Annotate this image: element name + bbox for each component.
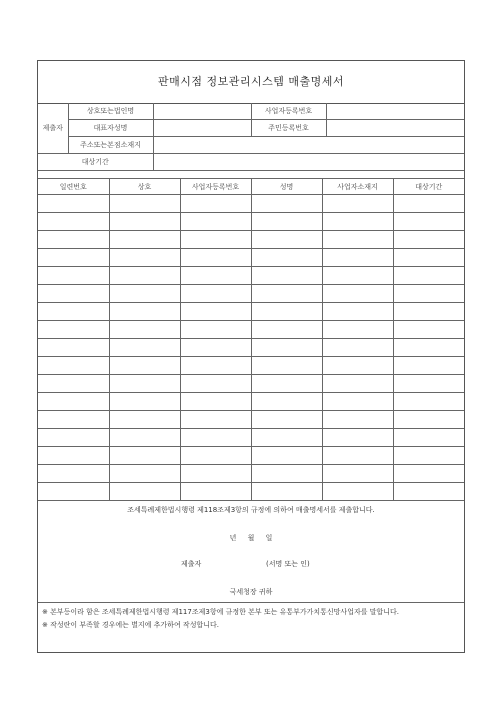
signature-hint: (서명 또는 인) bbox=[266, 560, 310, 568]
table-cell[interactable] bbox=[38, 213, 109, 231]
table-cell[interactable] bbox=[393, 285, 464, 303]
table-cell[interactable] bbox=[251, 447, 322, 465]
representative-name-label: 대표자성명 bbox=[68, 120, 153, 137]
table-row bbox=[38, 231, 464, 249]
column-header: 성명 bbox=[251, 179, 322, 195]
column-header: 상호 bbox=[109, 179, 180, 195]
table-cell[interactable] bbox=[180, 375, 251, 393]
sales-detail-table bbox=[38, 178, 464, 501]
table-row bbox=[38, 213, 464, 231]
table-cell[interactable] bbox=[322, 447, 393, 465]
table-cell[interactable] bbox=[180, 339, 251, 357]
table-cell[interactable] bbox=[38, 195, 109, 213]
table-row bbox=[38, 411, 464, 429]
table-cell[interactable] bbox=[180, 285, 251, 303]
table-cell[interactable] bbox=[251, 213, 322, 231]
table-cell[interactable] bbox=[38, 339, 109, 357]
table-cell[interactable] bbox=[180, 357, 251, 375]
table-row bbox=[38, 321, 464, 339]
table-cell[interactable] bbox=[393, 411, 464, 429]
table-cell[interactable] bbox=[109, 465, 180, 483]
table-cell[interactable] bbox=[322, 303, 393, 321]
resident-number-field[interactable] bbox=[326, 120, 464, 137]
table-cell[interactable] bbox=[393, 357, 464, 375]
table-cell[interactable] bbox=[180, 411, 251, 429]
table-cell[interactable] bbox=[180, 321, 251, 339]
table-cell[interactable] bbox=[393, 483, 464, 501]
table-cell[interactable] bbox=[322, 213, 393, 231]
table-cell[interactable] bbox=[180, 267, 251, 285]
table-cell[interactable] bbox=[180, 429, 251, 447]
table-cell[interactable] bbox=[251, 195, 322, 213]
table-cell[interactable] bbox=[109, 357, 180, 375]
table-cell[interactable] bbox=[109, 285, 180, 303]
table-cell[interactable] bbox=[251, 267, 322, 285]
table-cell[interactable] bbox=[180, 195, 251, 213]
table-cell[interactable] bbox=[251, 285, 322, 303]
table-row bbox=[38, 483, 464, 501]
table-cell[interactable] bbox=[322, 249, 393, 267]
table-cell[interactable] bbox=[393, 393, 464, 411]
table-cell[interactable] bbox=[38, 231, 109, 249]
resident-number-label: 주민등록번호 bbox=[251, 120, 326, 137]
table-cell[interactable] bbox=[38, 429, 109, 447]
table-row bbox=[38, 303, 464, 321]
period-label: 대상기간 bbox=[38, 154, 153, 171]
table-cell[interactable] bbox=[38, 393, 109, 411]
table-cell[interactable] bbox=[109, 339, 180, 357]
footer-submitter-label: 제출자 bbox=[181, 560, 202, 568]
table-cell[interactable] bbox=[109, 249, 180, 267]
table-cell[interactable] bbox=[322, 411, 393, 429]
date-line: 년 월 일 bbox=[229, 534, 273, 542]
table-cell[interactable] bbox=[393, 339, 464, 357]
note-item: ※ 작성란이 부족할 경우에는 별지에 추가하여 작성합니다. bbox=[42, 621, 219, 629]
table-cell[interactable] bbox=[109, 303, 180, 321]
column-header: 사업자등록번호 bbox=[180, 179, 251, 195]
submitter-section-label: 제출자 bbox=[38, 103, 68, 154]
table-cell[interactable] bbox=[180, 483, 251, 501]
table-cell[interactable] bbox=[38, 465, 109, 483]
table-cell[interactable] bbox=[38, 285, 109, 303]
table-cell[interactable] bbox=[322, 321, 393, 339]
table-cell[interactable] bbox=[38, 303, 109, 321]
table-cell[interactable] bbox=[38, 375, 109, 393]
table-cell[interactable] bbox=[393, 249, 464, 267]
table-cell[interactable] bbox=[322, 465, 393, 483]
table-cell[interactable] bbox=[251, 483, 322, 501]
table-cell[interactable] bbox=[38, 411, 109, 429]
table-cell[interactable] bbox=[180, 393, 251, 411]
table-cell[interactable] bbox=[109, 213, 180, 231]
table-cell[interactable] bbox=[251, 357, 322, 375]
table-cell[interactable] bbox=[251, 249, 322, 267]
table-cell[interactable] bbox=[251, 411, 322, 429]
table-cell[interactable] bbox=[251, 429, 322, 447]
table-row bbox=[38, 339, 464, 357]
table-cell[interactable] bbox=[180, 213, 251, 231]
address-field[interactable] bbox=[153, 137, 464, 154]
table-cell[interactable] bbox=[109, 321, 180, 339]
table-row bbox=[38, 465, 464, 483]
business-number-field[interactable] bbox=[326, 103, 464, 120]
table-row bbox=[38, 249, 464, 267]
sales-statement-form bbox=[37, 60, 465, 653]
column-header: 일련번호 bbox=[38, 179, 109, 195]
table-cell[interactable] bbox=[109, 267, 180, 285]
table-cell[interactable] bbox=[251, 339, 322, 357]
table-cell[interactable] bbox=[393, 465, 464, 483]
table-cell[interactable] bbox=[109, 429, 180, 447]
table-cell[interactable] bbox=[393, 429, 464, 447]
table-cell[interactable] bbox=[393, 267, 464, 285]
table-cell[interactable] bbox=[251, 303, 322, 321]
table-cell[interactable] bbox=[180, 249, 251, 267]
table-cell[interactable] bbox=[393, 231, 464, 249]
table-cell[interactable] bbox=[38, 447, 109, 465]
business-number-label: 사업자등록번호 bbox=[251, 103, 326, 120]
table-cell[interactable] bbox=[109, 231, 180, 249]
recipient-line: 국세청장 귀하 bbox=[229, 588, 273, 596]
table-cell[interactable] bbox=[393, 321, 464, 339]
table-cell[interactable] bbox=[322, 357, 393, 375]
company-name-field[interactable] bbox=[153, 103, 251, 120]
table-cell[interactable] bbox=[109, 375, 180, 393]
column-header: 대상기간 bbox=[393, 179, 464, 195]
table-cell[interactable] bbox=[109, 393, 180, 411]
column-header: 사업자소재지 bbox=[322, 179, 393, 195]
table-cell[interactable] bbox=[393, 213, 464, 231]
period-field[interactable] bbox=[153, 154, 464, 171]
table-cell[interactable] bbox=[393, 303, 464, 321]
table-row bbox=[38, 357, 464, 375]
table-cell[interactable] bbox=[38, 483, 109, 501]
table-cell[interactable] bbox=[38, 357, 109, 375]
form-footer bbox=[38, 501, 464, 654]
table-cell[interactable] bbox=[322, 267, 393, 285]
table-cell[interactable] bbox=[322, 393, 393, 411]
table-cell[interactable] bbox=[322, 339, 393, 357]
table-cell[interactable] bbox=[251, 231, 322, 249]
table-cell[interactable] bbox=[322, 429, 393, 447]
table-row bbox=[38, 267, 464, 285]
notes-box bbox=[38, 602, 464, 632]
table-cell[interactable] bbox=[322, 375, 393, 393]
table-cell[interactable] bbox=[180, 465, 251, 483]
table-cell[interactable] bbox=[393, 447, 464, 465]
table-cell[interactable] bbox=[180, 231, 251, 249]
note-item: ※ 본부등이라 함은 조세특례제한법시행령 제117조제3항에 규정한 본부 또는 유통부가가치통신망사업자를 말합니다. bbox=[42, 608, 399, 616]
table-cell[interactable] bbox=[38, 249, 109, 267]
table-cell[interactable] bbox=[38, 321, 109, 339]
table-cell[interactable] bbox=[393, 195, 464, 213]
table-cell[interactable] bbox=[180, 303, 251, 321]
table-row bbox=[38, 393, 464, 411]
table-row bbox=[38, 447, 464, 465]
address-label: 주소또는본점소재지 bbox=[68, 137, 153, 154]
table-row bbox=[38, 375, 464, 393]
table-cell[interactable] bbox=[109, 411, 180, 429]
table-cell[interactable] bbox=[322, 285, 393, 303]
table-cell[interactable] bbox=[109, 483, 180, 501]
submission-statement: 조세특례제한법시행령 제118조제3항의 규정에 의하여 매출명세서를 제출합니다. bbox=[127, 506, 375, 514]
table-cell[interactable] bbox=[251, 393, 322, 411]
table-cell[interactable] bbox=[322, 195, 393, 213]
table-cell[interactable] bbox=[38, 267, 109, 285]
table-cell[interactable] bbox=[251, 465, 322, 483]
table-cell[interactable] bbox=[180, 447, 251, 465]
table-row bbox=[38, 429, 464, 447]
submitter-info-table bbox=[38, 103, 464, 171]
table-cell[interactable] bbox=[251, 321, 322, 339]
table-cell[interactable] bbox=[322, 231, 393, 249]
table-cell[interactable] bbox=[251, 375, 322, 393]
form-title: 판매시점 정보관리시스템 매출명세서 bbox=[38, 61, 464, 104]
company-name-label: 상호또는법인명 bbox=[68, 103, 153, 120]
table-cell[interactable] bbox=[109, 447, 180, 465]
representative-name-field[interactable] bbox=[153, 120, 251, 137]
table-cell[interactable] bbox=[322, 483, 393, 501]
table-row bbox=[38, 195, 464, 213]
table-row bbox=[38, 285, 464, 303]
table-cell[interactable] bbox=[393, 375, 464, 393]
table-cell[interactable] bbox=[109, 195, 180, 213]
